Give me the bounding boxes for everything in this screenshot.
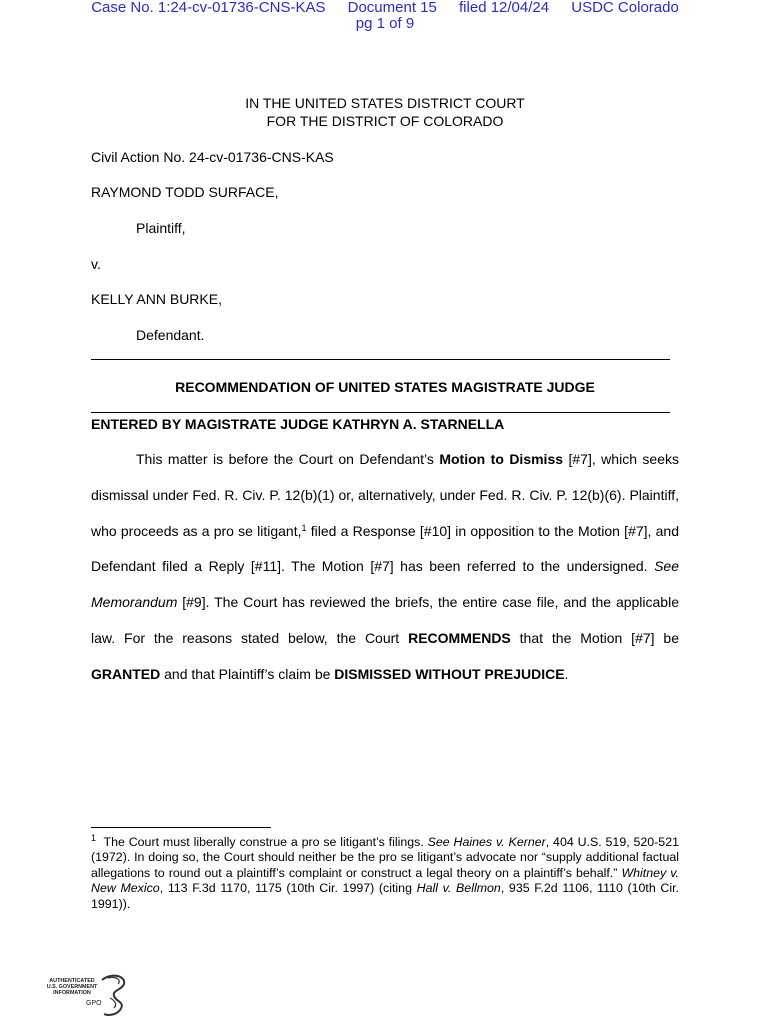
stamp-case-number: Case No. 1:24-cv-01736-CNS-KAS xyxy=(91,0,326,16)
body-text: [#7], which seeks dismissal under Fed. R. Civ. P. 12(b)(1) or, alternatively, under Fed. R. Civ. P. 12(b)(6). Plaintiff, who proceeds as a pro se litigant, xyxy=(91,451,680,539)
filing-stamp xyxy=(0,0,770,32)
footnote-ref: 1 xyxy=(301,522,307,533)
footnote-text: , 935 F.2d 1106, 1110 (10th Cir. 1991)). xyxy=(91,881,679,911)
stamp-filed-date: filed 12/04/24 xyxy=(459,0,550,16)
dismissed-emphasis: DISMISSED WITHOUT PREJUDICE xyxy=(334,665,565,682)
plaintiff-name: RAYMOND TODD SURFACE, xyxy=(91,184,279,200)
versus: v. xyxy=(91,256,101,272)
footnote xyxy=(91,835,679,912)
stamp-court: USDC Colorado xyxy=(571,0,679,16)
logo-line: AUTHENTICATED xyxy=(49,978,95,984)
gpo-authentication-logo xyxy=(42,970,132,1020)
footnote-citation: Whitney v. New Mexico xyxy=(91,865,679,896)
footnote-text: The Court must liberally construe a pro se litigant’s filings. xyxy=(103,835,428,849)
logo-text xyxy=(42,978,102,997)
court-name-line2: FOR THE DISTRICT OF COLORADO xyxy=(266,113,504,129)
body-text: that the Motion [#7] be xyxy=(510,629,679,646)
logo-line: U.S. GOVERNMENT xyxy=(46,984,98,991)
body-text: . xyxy=(564,665,569,682)
body-text: This matter is before the Court on Defendant’s xyxy=(136,451,440,467)
defendant-name: KELLY ANN BURKE, xyxy=(91,291,222,307)
eagle-icon xyxy=(98,972,130,1018)
logo-line: INFORMATION xyxy=(53,990,91,997)
document-title: RECOMMENDATION OF UNITED STATES MAGISTRATE JUDGE xyxy=(175,379,595,395)
entered-by-line: ENTERED BY MAGISTRATE JUDGE KATHRYN A. STARNELLA xyxy=(91,416,505,432)
footnote-citation: Hall v. Bellmon xyxy=(416,881,501,896)
court-name-line1: IN THE UNITED STATES DISTRICT COURT xyxy=(245,95,525,111)
footnote-rule xyxy=(91,827,271,828)
body-paragraph xyxy=(91,442,679,693)
civil-action-number: Civil Action No. 24-cv-01736-CNS-KAS xyxy=(91,149,334,165)
title-rule xyxy=(91,412,670,413)
motion-title: Motion to Dismiss xyxy=(439,451,564,467)
recommends-emphasis: RECOMMENDS xyxy=(408,629,511,646)
footnote-number: 1 xyxy=(91,833,97,843)
plaintiff-role: Plaintiff, xyxy=(136,220,186,236)
stamp-document-number: Document 15 xyxy=(347,0,437,16)
footnote-text: , 404 U.S. 519, 520-521 (1972). In doing so, the Court should neither be the pro se litigant’s advocate nor “supply additional factual allegations to round out a plaintiff’s complaint or construct a legal theory on a plaintiff’s behalf.” xyxy=(91,835,679,880)
body-text: [#9]. The Court has reviewed the briefs, the entire case file, and the applicable law. For the reasons stated below, the Court xyxy=(91,594,679,646)
caption-rule xyxy=(91,359,670,360)
body-text: filed a Response [#10] in opposition to the Motion [#7], and Defendant filed a Reply [#11]. The Motion [#7] has been referred to the undersigned. xyxy=(91,522,679,575)
logo-gpo-text: GPO xyxy=(86,1000,102,1007)
footnote-citation: See Haines v. Kerner xyxy=(427,835,546,849)
body-text: and that Plaintiff’s claim be xyxy=(160,665,335,682)
granted-emphasis: GRANTED xyxy=(91,665,161,682)
see-reference: See Memorandum xyxy=(91,558,679,611)
defendant-role: Defendant. xyxy=(136,327,205,343)
footnote-text: , 113 F.3d 1170, 1175 (10th Cir. 1997) (citing xyxy=(159,881,417,896)
stamp-page-count: pg 1 of 9 xyxy=(355,15,415,32)
